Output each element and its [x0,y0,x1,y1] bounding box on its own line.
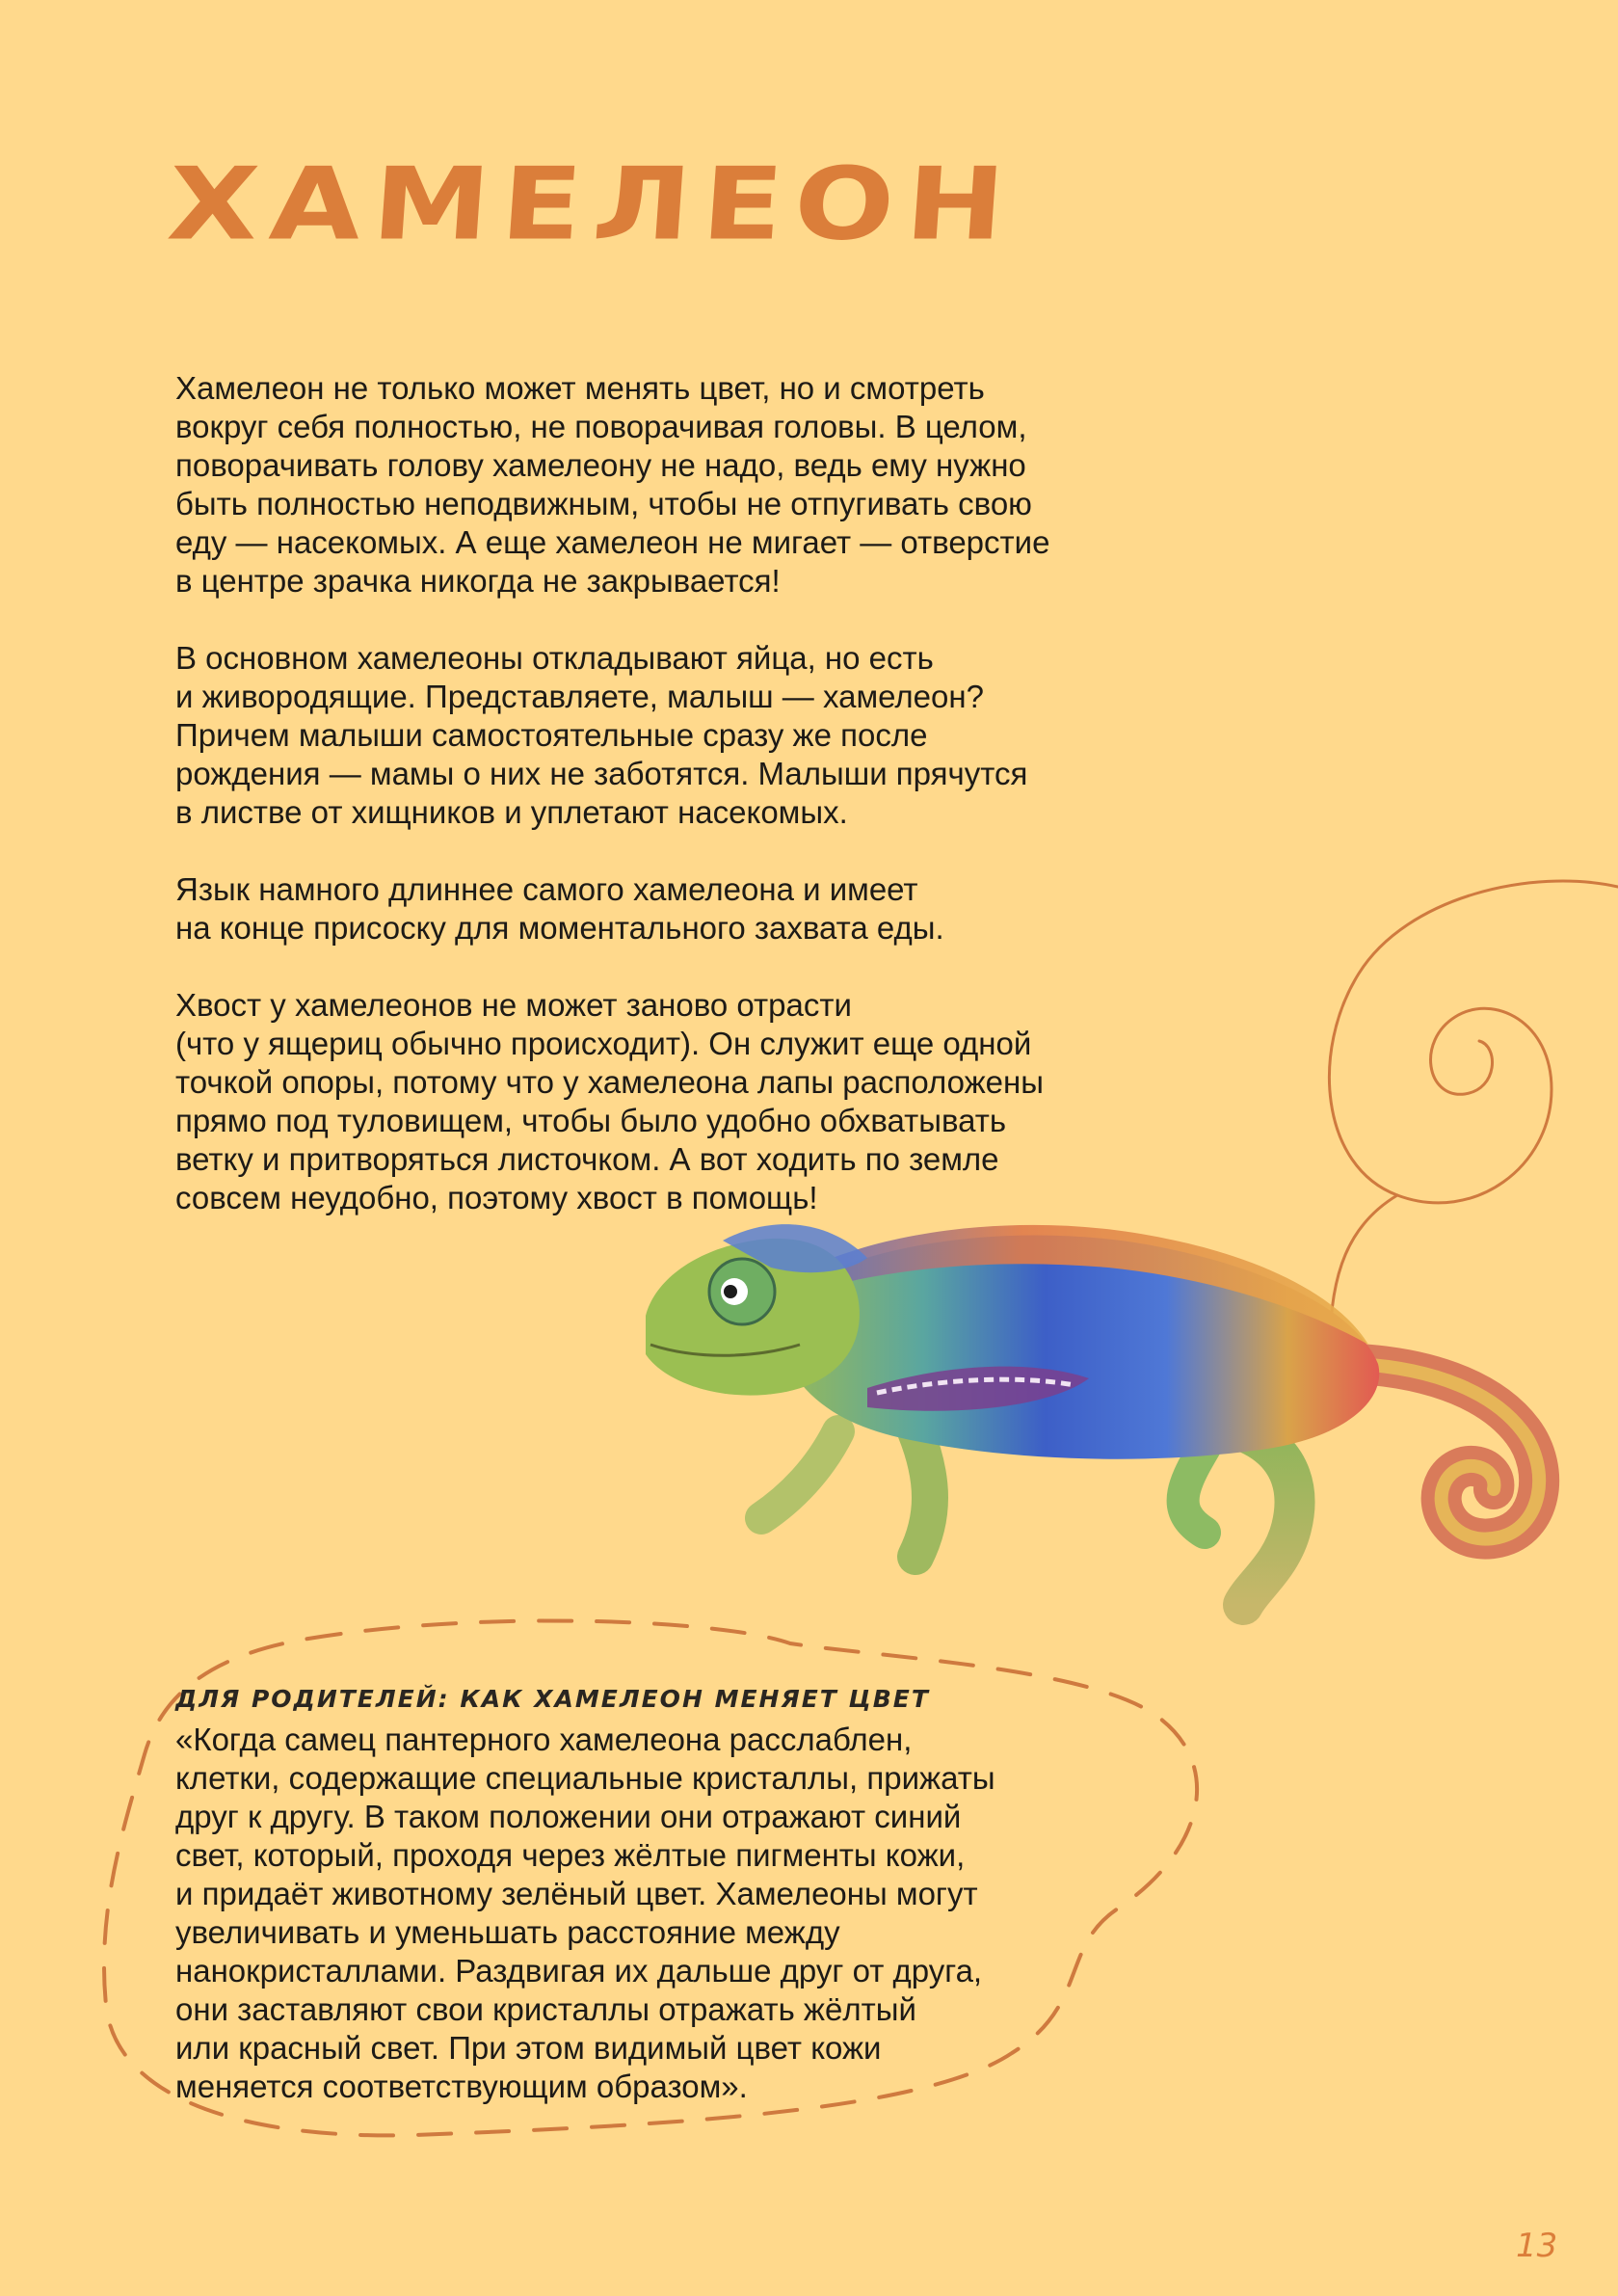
paragraph-tongue: Язык намного длиннее самого хамелеона и имеет на конце присоску для моментального захвата еды. [175,871,944,946]
chameleon-illustration [626,1200,1590,1643]
paragraph-tail: Хвост у хамелеонов не может заново отрасти (что у ящериц обычно происходит). Он служит еще одной точкой опоры, потому что у хамелеона лапы расположены прямо под туловищем, чтобы было удобно обхватывать ветку и притворяться листочком. А вот ходить по земле совсем неудобно, поэтому хвост в помощь! [175,987,1044,1215]
main-text [175,369,1187,1256]
page-title: ХАМЕЛЕОН [164,146,1021,263]
paragraph-vision: Хамелеон не только может менять цвет, но и смотреть вокруг себя полностью, не поворачивая головы. В целом, поворачивать голову хамелеону не надо, ведь ему нужно быть полностью неподвижным, чтобы не отпугивать свою еду — насекомых. А еще хамелеон не мигает — отверстие в центре зрачка никогда не закрывается! [175,370,1050,599]
parents-note-text: «Когда самец пантерного хамелеона расслаблен, клетки, содержащие специальные кристаллы, прижаты друг к другу. В таком положении они отражают синий свет, который, проходя через жёлтые пигменты кожи, и придаёт животному зелёный цвет. Хамелеоны могут увеличивать и уменьшать расстояние между нанокристаллами. Раздвигая их дальше друг от друга, они заставляют свои кристаллы отражать жёлтый или красный свет. При этом видимый цвет кожи меняется соответствующим образом». [175,1722,995,2104]
page-number: 13 [1516,2227,1558,2265]
paragraph-offspring: В основном хамелеоны откладывают яйца, но есть и живородящие. Представляете, малыш — хамелеон? Причем малыши самостоятельные сразу же после рождения — мамы о них не заботятся. Малыши прячутся в листве от хищников и уплетают насекомых. [175,640,1028,830]
parents-note-title: ДЛЯ РОДИТЕЛЕЙ: КАК ХАМЕЛЕОН МЕНЯЕТ ЦВЕТ [175,1685,930,1713]
